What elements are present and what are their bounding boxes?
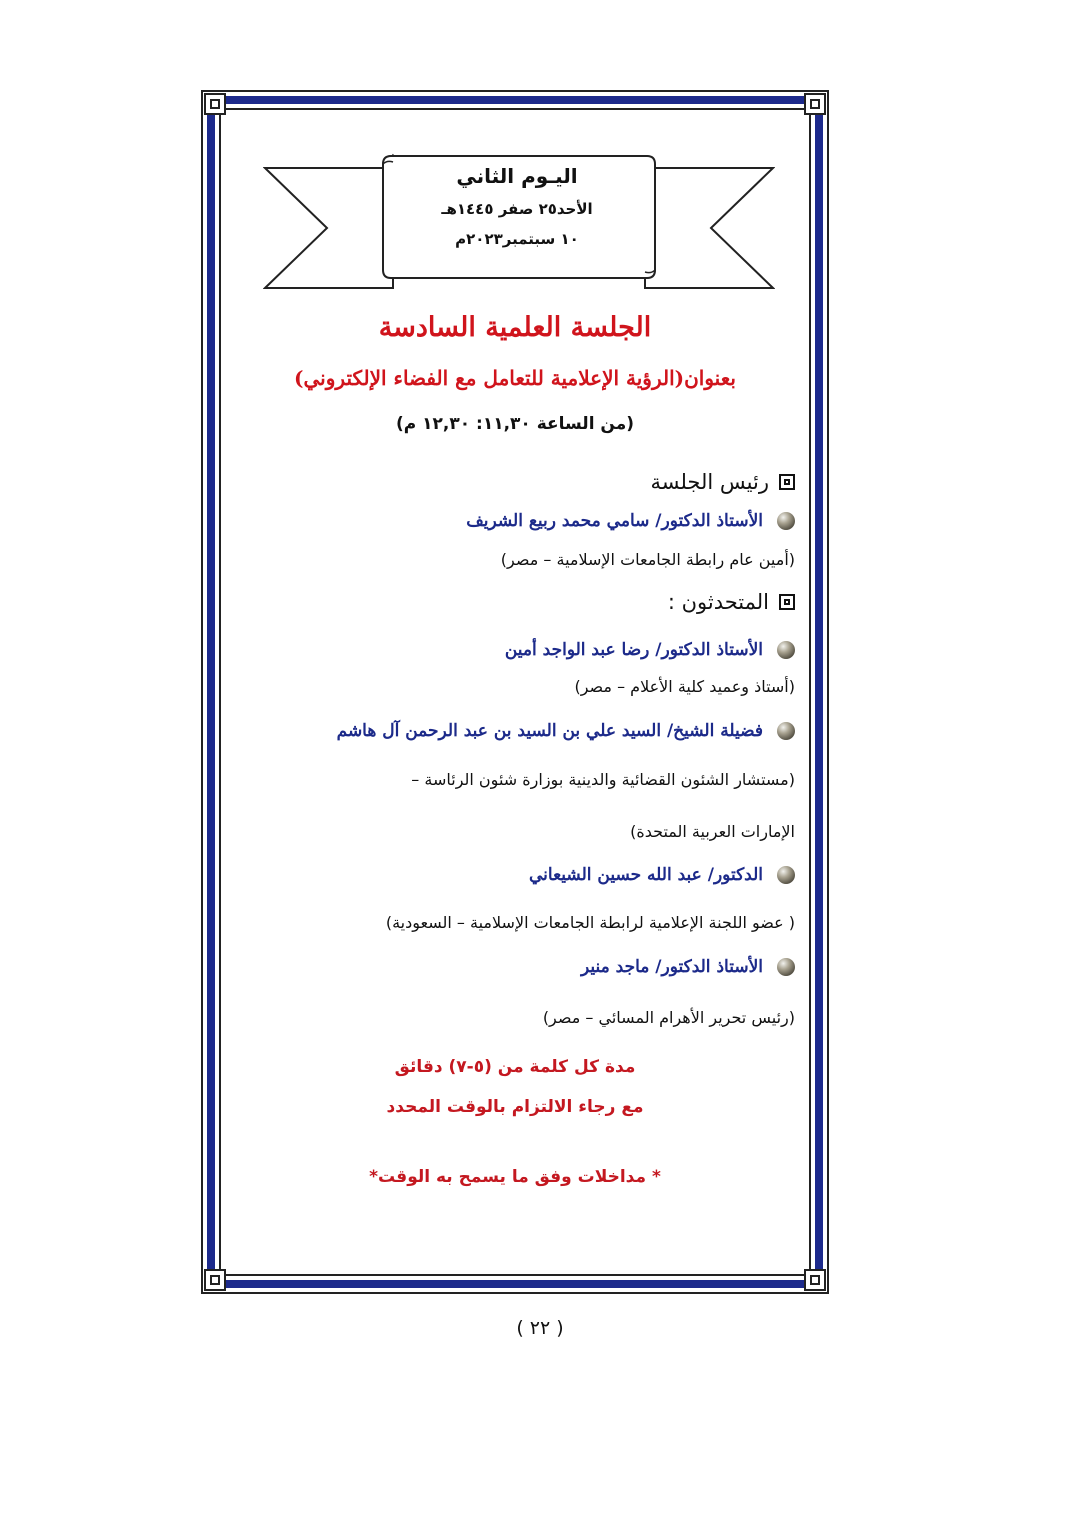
round-bullet-icon <box>777 958 795 976</box>
square-bullet-icon <box>779 594 795 610</box>
day-title: اليـوم الثاني <box>456 164 578 188</box>
speaker-affiliation: (رئيس تحرير الأهرام المسائي – مصر) <box>542 1008 795 1027</box>
square-bullet-icon <box>779 474 795 490</box>
chair-heading: رئيس الجلسة <box>650 470 769 494</box>
speaker-name-row <box>581 957 795 977</box>
speakers-heading-row <box>668 590 795 614</box>
gregorian-date: ١٠ سبتمبر٢٠٢٣م <box>455 230 579 248</box>
page-number: ( ٢٢ ) <box>516 1317 564 1339</box>
banner-text <box>392 158 642 248</box>
commitment-note: مع رجاء الالتزام بالوقت المحدد <box>386 1097 644 1117</box>
chair-affiliation: (أمين عام رابطة الجامعات الإسلامية – مصر) <box>500 550 795 569</box>
speakers-heading: المتحدثون : <box>667 590 769 614</box>
speaker-name-row <box>337 721 795 741</box>
speaker-name: الأستاذ الدكتور/ رضا عبد الواجد أمين <box>504 640 763 660</box>
corner-ornament-icon <box>204 1269 226 1291</box>
chair-name-row <box>466 511 795 531</box>
speaker-affiliation: (مستشار الشئون القضائية والدينية بوزارة شئون الرئاسة – <box>411 770 795 789</box>
interventions-note: * مداخلات وفق ما يسمح به الوقت* <box>369 1167 661 1187</box>
chair-heading-row <box>650 470 795 494</box>
speaker-name: الأستاذ الدكتور/ ماجد منير <box>580 957 763 977</box>
corner-ornament-icon <box>804 93 826 115</box>
round-bullet-icon <box>777 722 795 740</box>
duration-note: مدة كل كلمة من (٥-٧) دقائق <box>394 1057 636 1077</box>
session-time: (من الساعة ١١,٣٠: ١٢,٣٠ م) <box>395 414 635 434</box>
round-bullet-icon <box>777 866 795 884</box>
speaker-affiliation: (أستاذ وعميد كلية الأعلام – مصر) <box>574 677 795 696</box>
speaker-name: الدكتور/ عبد الله حسين الشيعاني <box>529 865 763 885</box>
speaker-affiliation: ( عضو اللجنة الإعلامية لرابطة الجامعات الإسلامية – السعودية) <box>385 913 795 932</box>
corner-ornament-icon <box>804 1269 826 1291</box>
session-subject: بعنوان(الرؤية الإعلامية للتعامل مع الفضاء الإلكتروني) <box>294 366 736 390</box>
corner-ornament-icon <box>204 93 226 115</box>
chair-name: الأستاذ الدكتور/ سامي محمد ربيع الشريف <box>466 511 763 531</box>
speaker-affiliation: الإمارات العربية المتحدة) <box>630 822 795 841</box>
round-bullet-icon <box>777 641 795 659</box>
round-bullet-icon <box>777 512 795 530</box>
session-title: الجلسة العلمية السادسة <box>378 312 652 343</box>
speaker-name: فضيلة الشيخ/ السيد علي بن السيد بن عبد الرحمن آل هاشم <box>336 721 763 741</box>
hijri-date: الأحد٢٥ صفر ١٤٤٥هـ <box>441 200 593 218</box>
speaker-name-row <box>505 640 795 660</box>
speaker-name-row <box>529 865 795 885</box>
